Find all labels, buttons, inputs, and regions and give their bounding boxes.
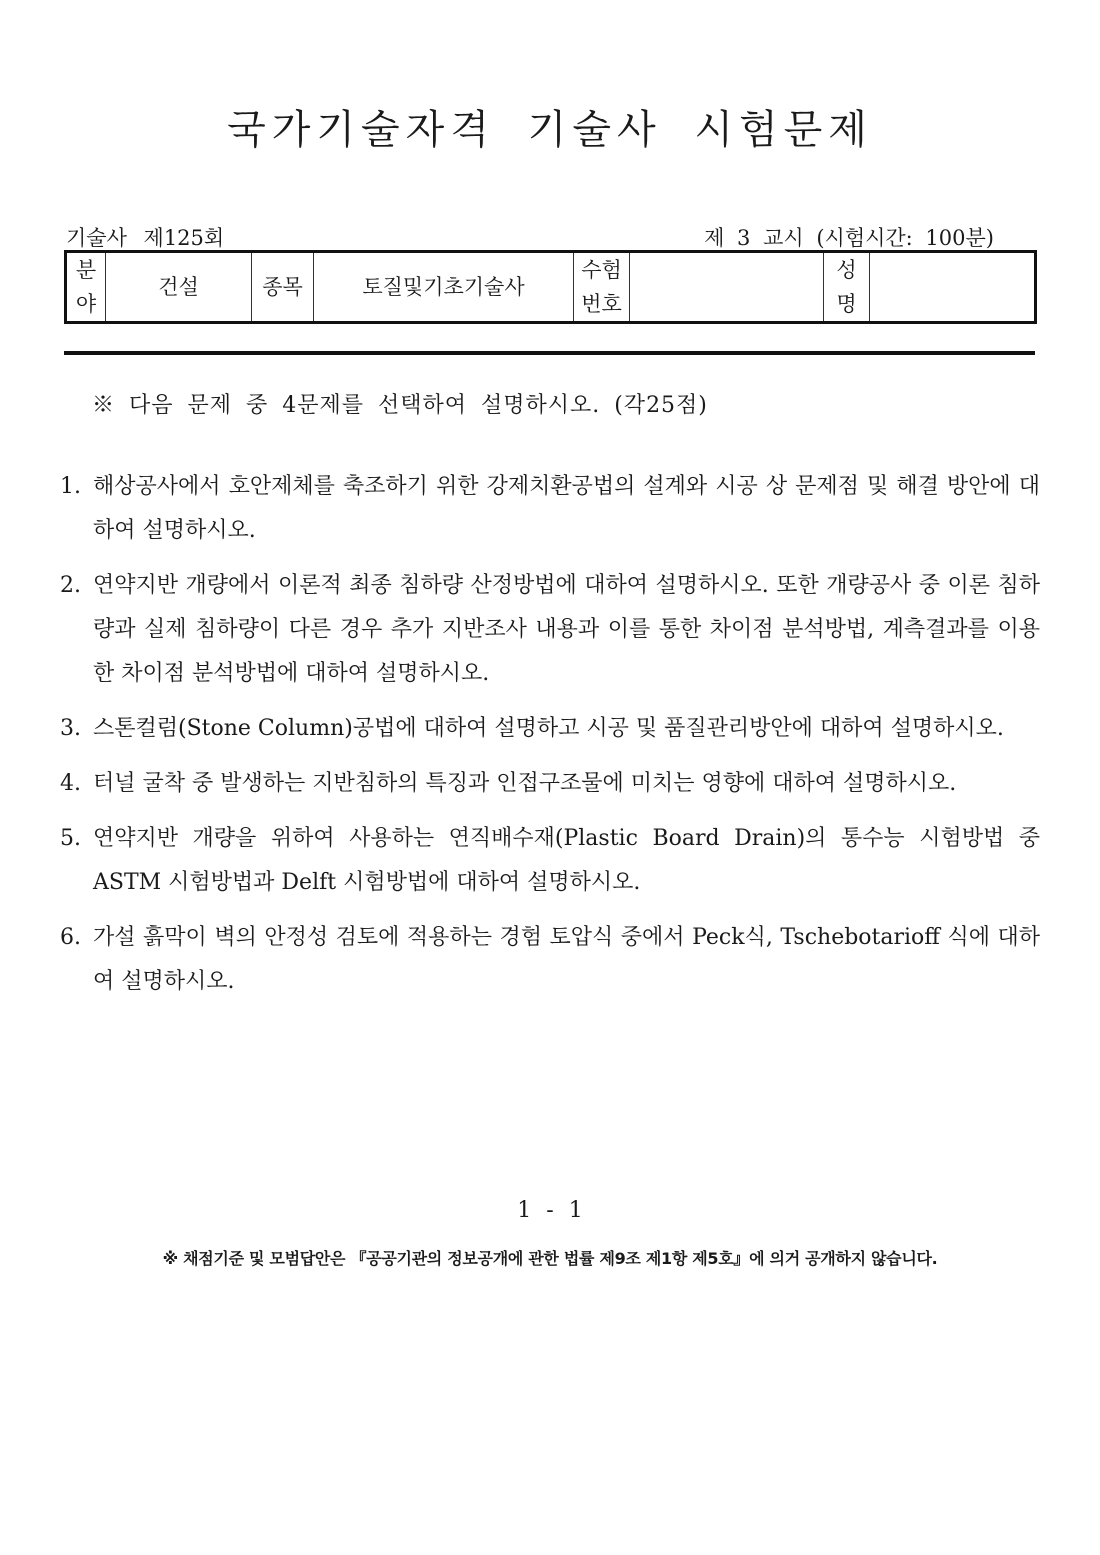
question-number: 4. <box>60 771 81 796</box>
question-item <box>60 465 1040 553</box>
question-list <box>60 465 1040 1015</box>
category-value: 토질및기초기술사 <box>314 252 574 323</box>
question-item <box>60 564 1040 696</box>
exam-round: 기술사 제125회 <box>66 226 225 250</box>
exam-number-label: 수험 번호 <box>574 252 630 323</box>
footnote: ※ 채점기준 및 모범답안은 『공공기관의 정보공개에 관한 법률 제9조 제1항 제5호』에 의거 공개하지 않습니다. <box>162 1249 938 1268</box>
question-number: 1. <box>60 474 81 499</box>
page-number: 1 - 1 <box>517 1198 583 1223</box>
question-text: 터널 굴착 중 발생하는 지반침하의 특징과 인접구조물에 미치는 영향에 대하여 설명하시오. <box>93 771 957 796</box>
question-text: 해상공사에서 호안제체를 축조하기 위한 강제치환공법의 설계와 시공 상 문제점 및 해결 방안에 대하여 설명하시오. <box>93 474 1040 543</box>
question-text: 스톤컬럼(Stone Column)공법에 대하여 설명하고 시공 및 품질관리방안에 대하여 설명하시오. <box>93 716 1004 741</box>
question-item <box>60 707 1040 751</box>
field-label: 분 야 <box>66 252 106 323</box>
question-number: 3. <box>60 716 81 741</box>
instruction: ※ 다음 문제 중 4문제를 선택하여 설명하시오. (각25점) <box>92 393 708 418</box>
question-number: 6. <box>60 925 81 950</box>
question-item <box>60 762 1040 806</box>
exam-title: 국가기술자격 기술사 시험문제 <box>227 107 873 153</box>
field-value: 건설 <box>106 252 252 323</box>
name-label: 성 명 <box>824 252 870 323</box>
session-row <box>66 222 1034 250</box>
category-label: 종목 <box>252 252 314 323</box>
divider-rule <box>64 351 1035 355</box>
question-text: 가설 흙막이 벽의 안정성 검토에 적용하는 경험 토압식 중에서 Peck식, Tschebotarioff 식에 대하여 설명하시오. <box>93 925 1040 994</box>
question-text: 연약지반 개량에서 이론적 최종 침하량 산정방법에 대하여 설명하시오. 또한 개량공사 중 이론 침하량과 실제 침하량이 다른 경우 추가 지반조사 내용과 이를 통한 차이점 분석방법, 계측결과를 이용한 차이점 분석방법에 대하여 설명하시오. <box>93 573 1040 686</box>
question-item <box>60 817 1040 905</box>
name-value <box>870 252 1036 323</box>
session-info: 제 3 교시 (시험시간: 100분) <box>704 226 994 250</box>
question-number: 2. <box>60 573 81 598</box>
info-table <box>64 250 1037 324</box>
question-text: 연약지반 개량을 위하여 사용하는 연직배수재(Plastic Board Drain)의 통수능 시험방법 중 ASTM 시험방법과 Delft 시험방법에 대하여 설명하시오. <box>93 826 1040 895</box>
exam-number-value <box>630 252 824 323</box>
question-item <box>60 916 1040 1004</box>
question-number: 5. <box>60 826 81 851</box>
